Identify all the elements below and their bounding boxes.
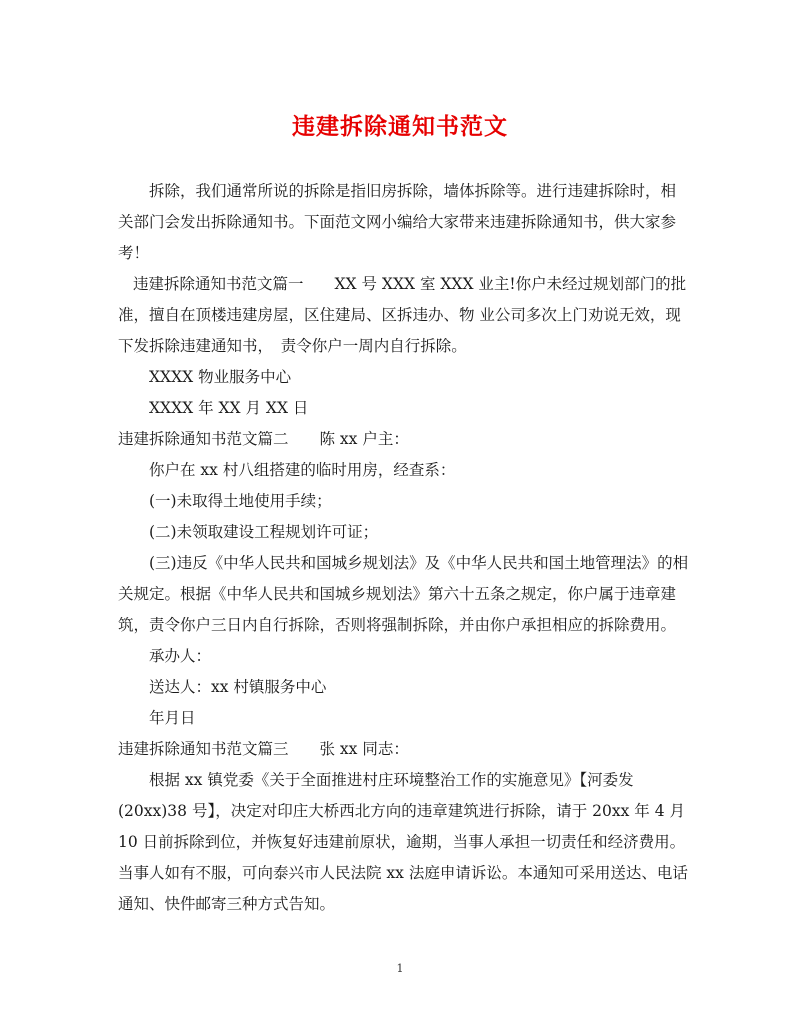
notice-two-deliverer: 送达人：xx 村镇服务中心	[149, 678, 327, 696]
notice-one-date: XXXX 年 XX 月 XX 日	[149, 399, 309, 417]
notice-two-heading: 违建拆除通知书范文篇二 陈 xx 户主：	[118, 430, 409, 448]
notice-two-intro: 你户在 xx 村八组搭建的临时用房，经查系：	[149, 461, 456, 479]
document-title: 违建拆除通知书范文	[292, 113, 508, 140]
notice-two-item-1: (一)未取得土地使用手续；	[149, 492, 332, 510]
page-number: 1	[396, 962, 404, 975]
intro-paragraph: 拆除，我们通常所说的拆除是指旧房拆除，墙体拆除等。进行违建拆除时，相关部门会发出拆除通知书。下面范文网小编给大家带来违建拆除通知书，供大家参考！	[118, 182, 677, 262]
notice-two-date: 年月日	[149, 709, 196, 727]
notice-two-handler: 承办人：	[149, 647, 212, 665]
notice-one-issuer: XXXX 物业服务中心	[149, 368, 292, 386]
notice-three-heading: 违建拆除通知书范文篇三 张 xx 同志：	[118, 740, 409, 758]
notice-two-item-2: (二)未领取建设工程规划许可证；	[149, 523, 379, 541]
notice-one-paragraph: 违建拆除通知书范文篇一 XX 号 XXX 室 XXX 业主!你户未经过规划部门的批准，擅自在顶楼违建房屋，区住建局、区拆违办、物 业公司多次上门劝说无效，现下发拆除违建通知书， 责令你户一周内自行拆除。	[118, 275, 687, 355]
document-body	[118, 176, 690, 920]
notice-three-body: 根据 xx 镇党委《关于全面推进村庄环境整治工作的实施意见》【河委发(20xx)38 号】，决定对印庄大桥西北方向的违章建筑进行拆除，请于 20xx 年 4 月 10 日前拆除到位，并恢复好违建前原状，逾期，当事人承担一切责任和经济费用。当事人如有不服，可向泰兴市人民法院 xx 法庭申请诉讼。本通知可采用送达、电话通知、快件邮寄三种方式告知。	[118, 771, 690, 913]
notice-two-item-3: (三)违反《中华人民共和国城乡规划法》及《中华人民共和国土地管理法》的相关规定。根据《中华人民共和国城乡规划法》第六十五条之规定，你户属于违章建筑，责令你户三日内自行拆除，否则将强制拆除，并由你户承担相应的拆除费用。	[118, 554, 689, 634]
